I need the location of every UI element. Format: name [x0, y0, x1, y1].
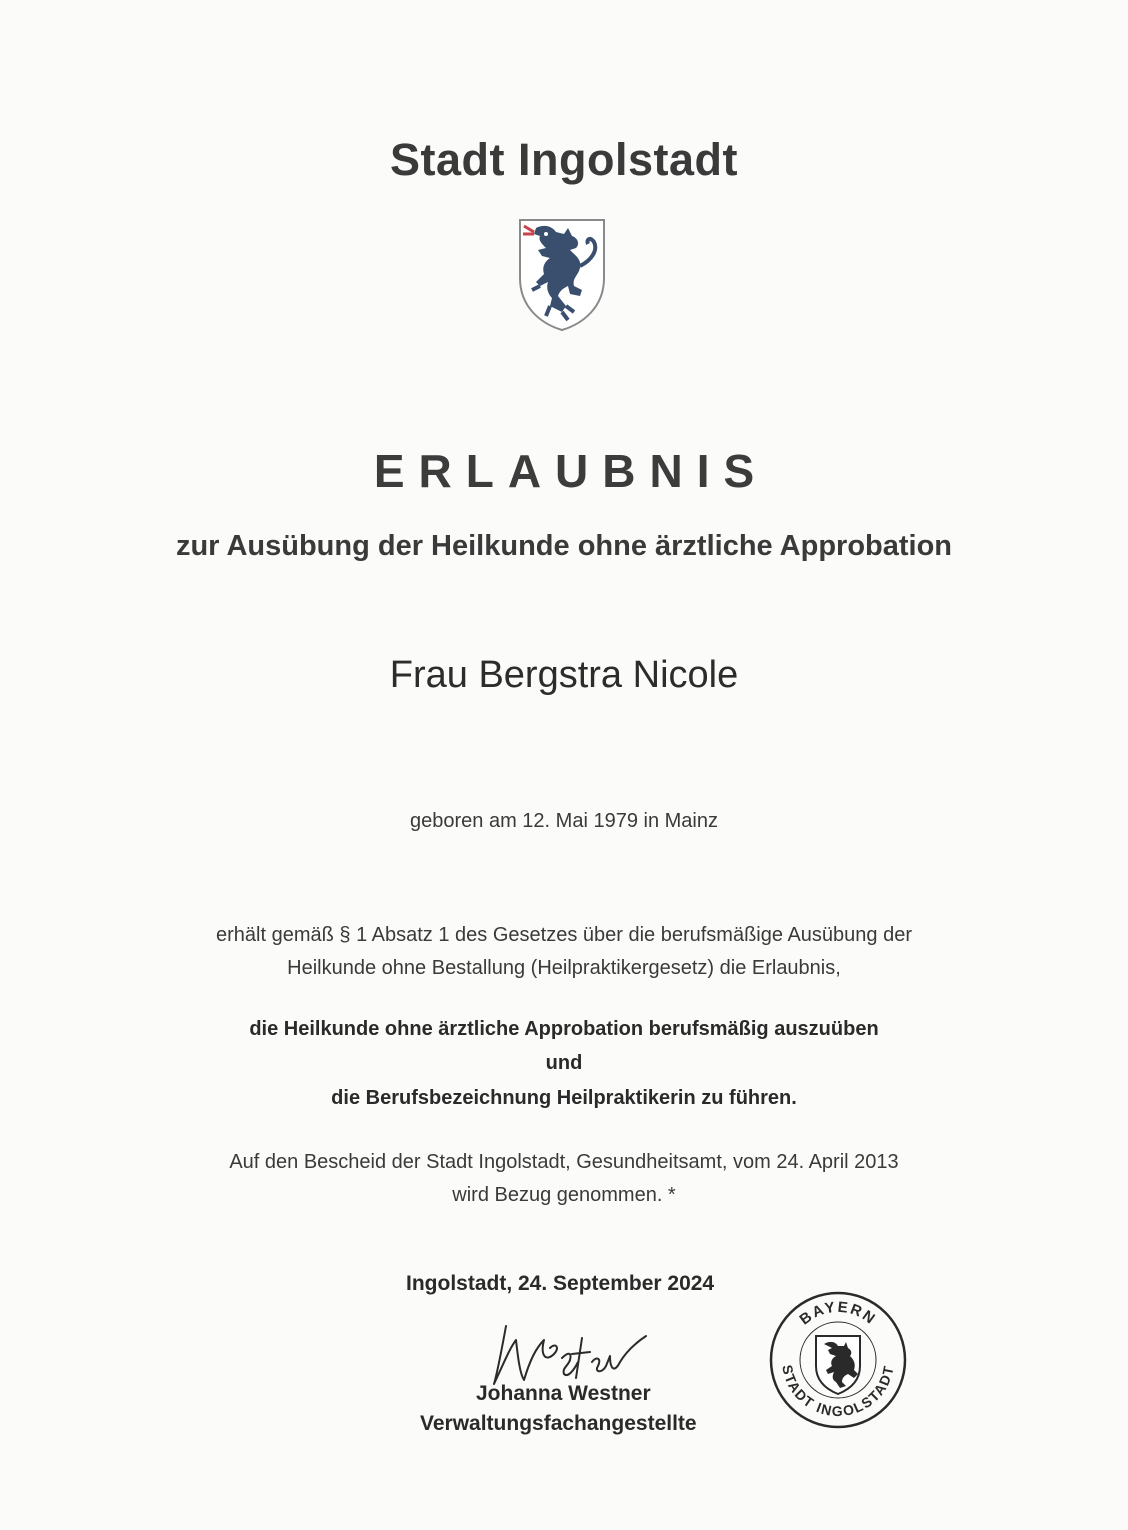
- seal-bottom-text: STADT INGOLSTADT: [779, 1363, 897, 1420]
- legal-text-line-2: Heilkunde ohne Bestallung (Heilpraktikergesetz) die Erlaubnis,: [287, 957, 841, 979]
- signer-role: Verwaltungsfachangestellte: [420, 1412, 697, 1435]
- legal-text-line-1: erhält gemäß § 1 Absatz 1 des Gesetzes über die berufsmäßige Ausübung der: [216, 924, 912, 946]
- city-title: Stadt Ingolstadt: [390, 134, 738, 185]
- permission-text-line-3: die Berufsbezeichnung Heilpraktikerin zu führen.: [331, 1087, 797, 1109]
- document-title: ERLAUBNIS: [373, 445, 769, 497]
- permission-text-line-2: und: [545, 1052, 583, 1074]
- recipient-name: Frau Bergstra Nicole: [389, 654, 739, 696]
- seal-top-text: BAYERN: [796, 1298, 880, 1329]
- reference-text-line-1: Auf den Bescheid der Stadt Ingolstadt, Gesundheitsamt, vom 24. April 2013: [229, 1151, 899, 1173]
- signer-name: Johanna Westner: [476, 1382, 651, 1405]
- place-date: Ingolstadt, 24. September 2024: [406, 1272, 715, 1295]
- ingolstadt-panther-crest-icon: [516, 216, 608, 332]
- svg-text:BAYERN: [797, 1299, 880, 1329]
- birth-info: geboren am 12. Mai 1979 in Mainz: [410, 810, 718, 832]
- permission-text-line-1: die Heilkunde ohne ärztliche Approbation berufsmäßig auszuüben: [249, 1018, 879, 1040]
- official-seal-icon: [768, 1290, 908, 1430]
- reference-text-line-2: wird Bezug genommen. *: [452, 1184, 676, 1206]
- document-subtitle: zur Ausübung der Heilkunde ohne ärztliche Approbation: [175, 530, 953, 562]
